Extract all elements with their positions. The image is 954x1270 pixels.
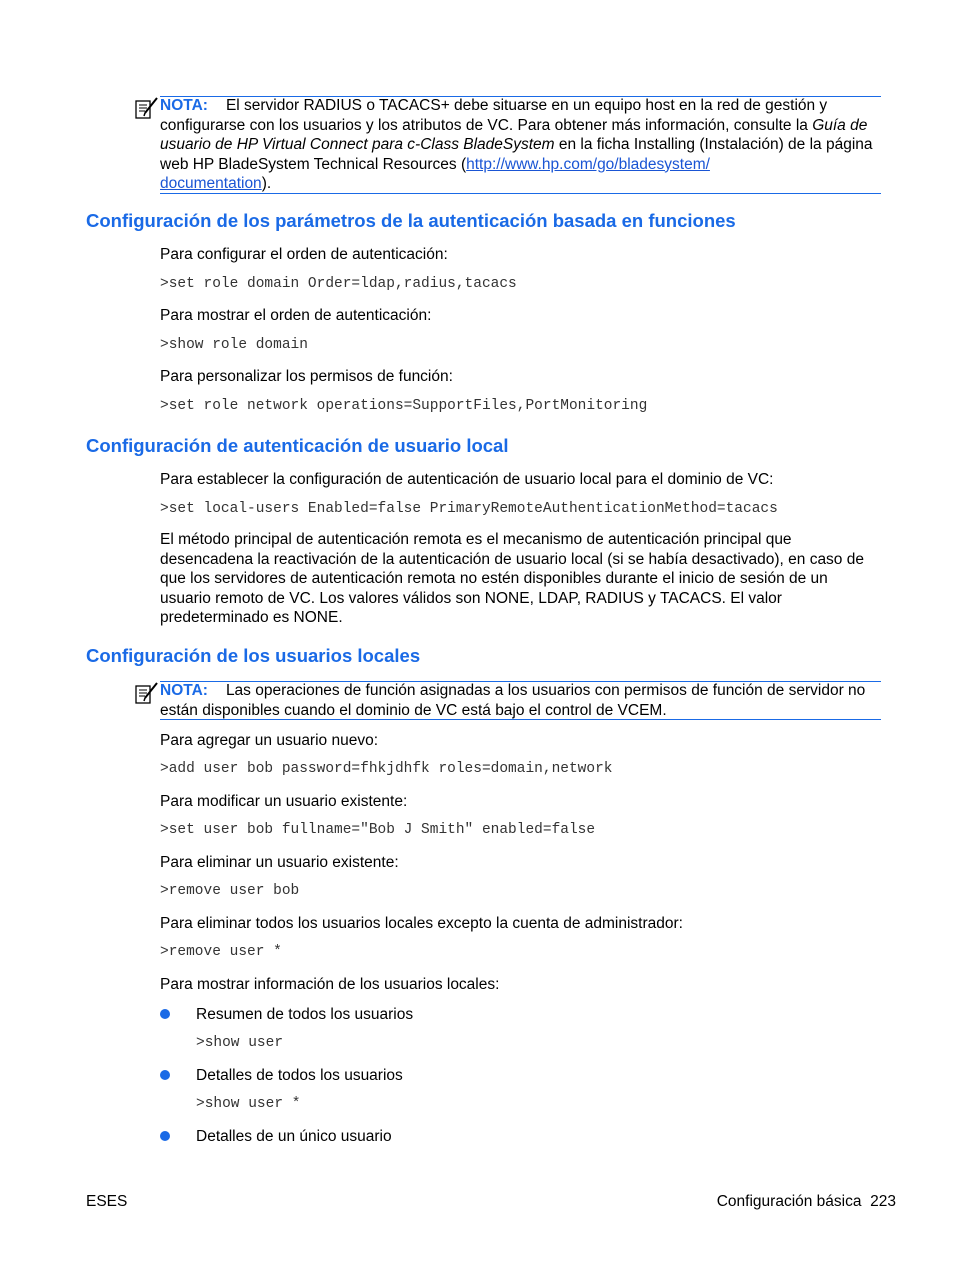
section-heading-roles: Configuración de los parámetros de la autenticación basada en funciones: [86, 210, 736, 231]
paragraph: El método principal de autenticación remota es el mecanismo de autenticación principal que desencadena la reactivación de la autenticación de usuario local (si se había desactivado), en caso de que los servidores de autenticación remota no estén disponibles durante el inicio de sesión de un usuario remoto de VC. Los valores válidos son NONE, LDAP, RADIUS y TACACS. El valor predeterminado es NONE.: [160, 531, 864, 626]
note-text: Las operaciones de función asignadas a los usuarios con permisos de función de servidor no están disponibles cuando el dominio de VC está bajo el control de VCEM.: [160, 682, 866, 719]
note-2: [160, 681, 881, 720]
code-line: >remove user *: [160, 944, 282, 960]
bullet-icon: [160, 1131, 170, 1141]
list-item: Detalles de todos los usuarios: [196, 1067, 403, 1084]
code-line: >show role domain: [160, 337, 308, 353]
documentation-link[interactable]: documentation: [160, 175, 262, 192]
paragraph: Para mostrar información de los usuarios locales:: [160, 976, 500, 993]
note-1: [160, 96, 881, 194]
code-line: >set role network operations=SupportFiles,PortMonitoring: [160, 398, 648, 414]
code-line: >show user *: [196, 1096, 301, 1112]
paragraph: Para personalizar los permisos de función:: [160, 368, 453, 385]
paragraph: Para modificar un usuario existente:: [160, 793, 408, 810]
note-text-a: El servidor RADIUS o TACACS+ debe situarse en un equipo host en la red de gestión y configurarse con los usuarios y los atributos de VC. Para obtener más información, consulte la: [160, 97, 828, 134]
bullet-icon: [160, 1009, 170, 1019]
code-line: >set user bob fullname="Bob J Smith" enabled=false: [160, 822, 596, 838]
note-label: NOTA:: [160, 97, 208, 114]
code-line: >add user bob password=fhkjdhfk roles=domain,network: [160, 761, 613, 777]
paragraph: Para establecer la configuración de autenticación de usuario local para el dominio de VC:: [160, 471, 774, 488]
note-bottom-rule: [160, 719, 881, 720]
bladesystem-link[interactable]: http://www.hp.com/go/bladesystem/: [466, 155, 710, 173]
paragraph: Para configurar el orden de autenticación:: [160, 246, 448, 263]
code-line: >set local-users Enabled=false PrimaryRemoteAuthenticationMethod=tacacs: [160, 501, 778, 517]
note-text-c: ).: [261, 175, 272, 192]
bullet-icon: [160, 1070, 170, 1080]
note-text-italic: Guía de usuario de HP Virtual Connect para c-Class BladeSystem: [160, 116, 868, 153]
code-line: >remove user bob: [160, 883, 300, 899]
list-item: Detalles de un único usuario: [196, 1128, 392, 1145]
section-heading-local-auth: Configuración de autenticación de usuario local: [86, 435, 509, 456]
paragraph: Para eliminar todos los usuarios locales excepto la cuenta de administrador:: [160, 915, 683, 932]
note-label: NOTA:: [160, 682, 208, 699]
footer-left: ESES: [86, 1193, 128, 1210]
footer-chapter: Configuración básica: [716, 1193, 862, 1210]
footer-right: [717, 1192, 896, 1211]
paragraph: Para eliminar un usuario existente:: [160, 854, 399, 871]
section-heading-local-users: Configuración de los usuarios locales: [86, 645, 421, 666]
paragraph: Para mostrar el orden de autenticación:: [160, 307, 432, 324]
list-item: Resumen de todos los usuarios: [196, 1006, 414, 1023]
note-icon: [134, 681, 160, 705]
note-text-b: en la ficha Installing (Instalación) de la página web HP BladeSystem Technical Resources (: [160, 136, 873, 173]
note-icon: [134, 96, 160, 120]
paragraph: Para agregar un usuario nuevo:: [160, 732, 379, 749]
code-line: >set role domain Order=ldap,radius,tacacs: [160, 276, 517, 292]
page-number: 223: [870, 1193, 896, 1210]
note-bottom-rule: [160, 193, 881, 194]
code-line: >show user: [196, 1035, 284, 1051]
